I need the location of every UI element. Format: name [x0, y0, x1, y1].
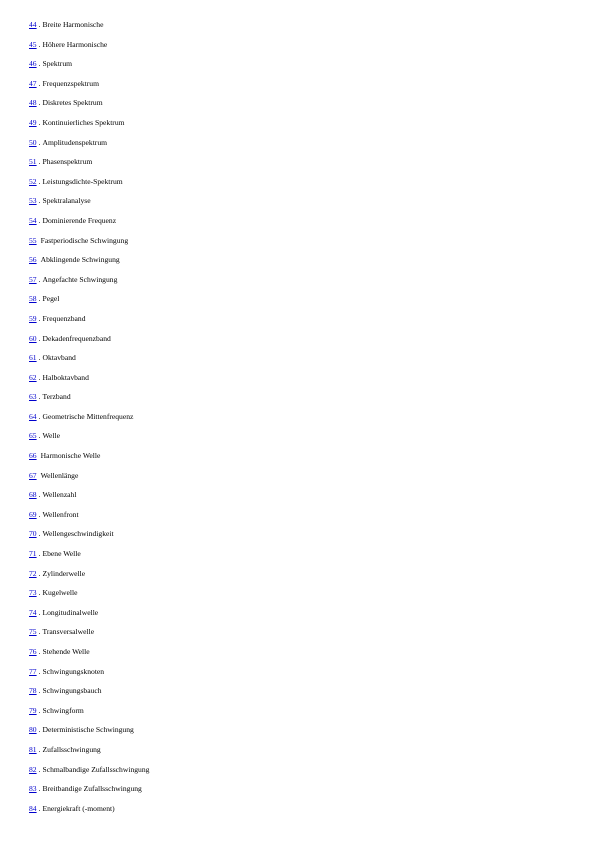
entry-title: Energiekraft (-moment) [42, 803, 115, 813]
list-item [29, 390, 149, 410]
entry-number-link[interactable]: 44 [29, 20, 37, 29]
list-item [29, 429, 149, 449]
entry-number-link[interactable]: 71 [29, 549, 37, 559]
entry-title: Frequenzspektrum [42, 78, 100, 88]
entry-number-link[interactable]: 63 [29, 392, 37, 402]
entry-number-link[interactable]: 74 [29, 607, 37, 617]
list-item [29, 292, 149, 312]
list-item [29, 645, 149, 665]
list-item [29, 116, 149, 136]
entry-number-link[interactable]: 79 [29, 705, 37, 715]
entry-number-link[interactable]: 66 [29, 451, 37, 461]
entry-number-link[interactable]: 49 [29, 117, 37, 127]
list-item [29, 155, 149, 175]
entry-title: Höhere Harmonische [42, 39, 108, 49]
entry-number-punctuation: . [38, 117, 41, 127]
entry-title: Geometrische Mittenfrequenz [42, 411, 134, 421]
entry-number-punctuation: . [38, 294, 41, 304]
list-item [29, 96, 149, 116]
entry-title: Deterministische Schwingung [42, 725, 134, 735]
list-item [29, 723, 149, 743]
entry-number-link[interactable]: 72 [29, 568, 37, 578]
entry-title: Terzband [42, 392, 71, 402]
entry-number-link[interactable]: 55 [29, 235, 37, 245]
entry-title: Stehende Welle [42, 647, 90, 656]
list-item [29, 214, 149, 234]
entry-number-punctuation: . [38, 59, 41, 69]
entry-title: Dominierende Frequenz [42, 215, 117, 225]
list-item [29, 77, 149, 97]
entry-number-punctuation: . [38, 705, 41, 715]
entry-title: Transversalwelle [42, 627, 95, 637]
list-item [29, 684, 149, 704]
list-item [29, 782, 149, 802]
entry-number-punctuation: . [38, 568, 41, 578]
list-item [29, 410, 149, 430]
entry-number-punctuation: . [38, 411, 41, 421]
entry-title: Phasenspektrum [42, 157, 93, 167]
entry-number-link[interactable]: 61 [29, 353, 37, 363]
entry-number-punctuation: . [38, 78, 41, 88]
entry-title: Wellenfront [42, 509, 79, 519]
entry-title: Spektrum [42, 59, 73, 69]
entry-number-link[interactable]: 58 [29, 294, 37, 304]
list-item [29, 763, 149, 783]
entry-title: Wellenzahl [42, 490, 77, 500]
entry-title: Longitudinalwelle [42, 607, 99, 617]
entry-number-link[interactable]: 68 [29, 490, 37, 500]
entry-number-punctuation: . [38, 157, 41, 167]
entry-title: Amplitudenspektrum [42, 137, 108, 147]
entry-number-punctuation: . [38, 98, 41, 108]
entry-number-link[interactable]: 54 [29, 215, 37, 225]
list-item [29, 136, 149, 156]
list-item [29, 527, 149, 547]
entry-title: Wellengeschwindigkeit [42, 529, 114, 539]
entry-number-link[interactable]: 69 [29, 509, 37, 519]
list-item [29, 547, 149, 567]
entry-number-link[interactable]: 81 [29, 744, 37, 754]
entry-number-link[interactable]: 50 [29, 137, 37, 147]
entry-number-link[interactable]: 45 [29, 39, 37, 49]
entry-number-punctuation: . [38, 764, 41, 774]
entry-title: Angefachte Schwingung [42, 274, 118, 284]
entry-number-link[interactable]: 73 [29, 588, 37, 598]
entry-number-punctuation: . [38, 176, 41, 186]
entry-title: Zufallsschwingung [42, 744, 101, 754]
entry-title: Frequenzband [42, 313, 86, 323]
entry-number-link[interactable]: 56 [29, 255, 37, 265]
entry-title: Oktavband [42, 353, 76, 363]
list-item [29, 351, 149, 371]
list-item [29, 606, 149, 626]
entry-number-link[interactable]: 78 [29, 686, 37, 696]
list-item [29, 312, 149, 332]
entry-title: Zylinderwelle [42, 568, 86, 578]
entry-number-link[interactable]: 48 [29, 98, 37, 108]
entry-number-punctuation: . [38, 784, 41, 794]
list-item [29, 332, 149, 352]
list-item [29, 586, 149, 606]
entry-title: Breite Harmonische [42, 20, 104, 29]
list-item [29, 625, 149, 645]
entry-number-punctuation: . [38, 313, 41, 323]
entry-title: Schwingungsknoten [42, 666, 105, 676]
list-item [29, 802, 149, 822]
list-item [29, 273, 149, 293]
entry-number-punctuation: . [38, 509, 41, 519]
list-item [29, 38, 149, 58]
entry-title: Breitbandige Zufallsschwingung [42, 784, 142, 794]
list-item [29, 371, 149, 391]
entry-number-punctuation: . [38, 196, 41, 206]
entry-title: Schwingform [42, 705, 84, 715]
entry-number-punctuation: . [38, 392, 41, 402]
entry-number-punctuation: . [38, 137, 41, 147]
entry-number-punctuation: . [38, 39, 41, 49]
entry-number-punctuation: . [38, 686, 41, 696]
entry-number-link[interactable]: 46 [29, 59, 37, 69]
entry-number-link[interactable]: 80 [29, 725, 37, 735]
entry-title: Harmonische Welle [40, 451, 101, 461]
entry-number-punctuation: . [38, 666, 41, 676]
entry-number-link[interactable]: 82 [29, 764, 37, 774]
entry-number-link[interactable]: 59 [29, 313, 37, 323]
entry-title: Schmalbandige Zufallsschwingung [42, 764, 150, 774]
entry-number-link[interactable]: 70 [29, 529, 37, 539]
entry-title: Dekadenfrequenzband [42, 333, 111, 343]
entry-number-punctuation: . [38, 607, 41, 617]
entry-number-punctuation: . [38, 803, 41, 813]
entry-number-punctuation: . [38, 627, 41, 637]
entry-number-link[interactable]: 47 [29, 78, 37, 88]
entry-number-punctuation: . [38, 274, 41, 284]
entry-number-punctuation: . [38, 431, 41, 441]
entry-title: Kugelwelle [42, 588, 78, 598]
entry-title: Welle [42, 431, 61, 441]
entry-title: Leistungsdichte-Spektrum [42, 176, 123, 186]
list-item [29, 743, 149, 763]
entry-title: Diskretes Spektrum [42, 98, 103, 108]
entry-number-link[interactable]: 75 [29, 627, 37, 637]
entry-title: Halboktavband [42, 372, 89, 382]
entry-number-link[interactable]: 52 [29, 176, 37, 186]
entry-number-link[interactable]: 77 [29, 666, 37, 676]
entry-title: Ebene Welle [42, 549, 81, 559]
list-item [29, 253, 149, 273]
list-item [29, 469, 149, 489]
entry-number-link[interactable]: 76 [29, 647, 37, 656]
entry-number-punctuation: . [38, 744, 41, 754]
list-item [29, 234, 149, 254]
list-item [29, 57, 149, 77]
list-item [29, 508, 149, 528]
entry-number-punctuation: . [38, 725, 41, 735]
list-item [29, 704, 149, 724]
entry-number-punctuation: . [38, 490, 41, 500]
entry-number-link[interactable]: 57 [29, 274, 37, 284]
entry-number-punctuation: . [38, 549, 41, 559]
list-item [29, 175, 149, 195]
entry-number-link[interactable]: 60 [29, 333, 37, 343]
entry-number-link[interactable]: 51 [29, 157, 37, 167]
entry-title: Abklingende Schwingung [40, 255, 120, 265]
list-item [29, 567, 149, 587]
list-item [29, 449, 149, 469]
entry-number-link[interactable]: 62 [29, 372, 37, 382]
entry-number-punctuation: . [38, 215, 41, 225]
entry-number-link[interactable]: 65 [29, 431, 37, 441]
entry-number-link[interactable]: 64 [29, 411, 37, 421]
entry-number-punctuation: . [38, 588, 41, 598]
entry-number-link[interactable]: 83 [29, 784, 37, 794]
entry-title: Spektralanalyse [42, 196, 91, 206]
entry-number-link[interactable]: 84 [29, 803, 37, 813]
entry-title: Schwingungsbauch [42, 686, 102, 696]
entry-title: Wellenlänge [40, 470, 79, 480]
list-item [29, 665, 149, 685]
entry-title: Fastperiodische Schwingung [40, 235, 129, 245]
entry-number-punctuation: . [38, 20, 41, 29]
entry-number-punctuation: . [38, 647, 41, 656]
list-item [29, 194, 149, 214]
entry-title: Pegel [42, 294, 60, 304]
entry-number-link[interactable]: 53 [29, 196, 37, 206]
entry-number-punctuation: . [38, 372, 41, 382]
list-item [29, 18, 149, 38]
list-item [29, 488, 149, 508]
entry-number-punctuation: . [38, 353, 41, 363]
entry-number-punctuation: . [38, 529, 41, 539]
table-of-contents [29, 18, 149, 821]
entry-title: Kontinuierliches Spektrum [42, 117, 125, 127]
entry-number-punctuation: . [38, 333, 41, 343]
entry-number-link[interactable]: 67 [29, 470, 37, 480]
